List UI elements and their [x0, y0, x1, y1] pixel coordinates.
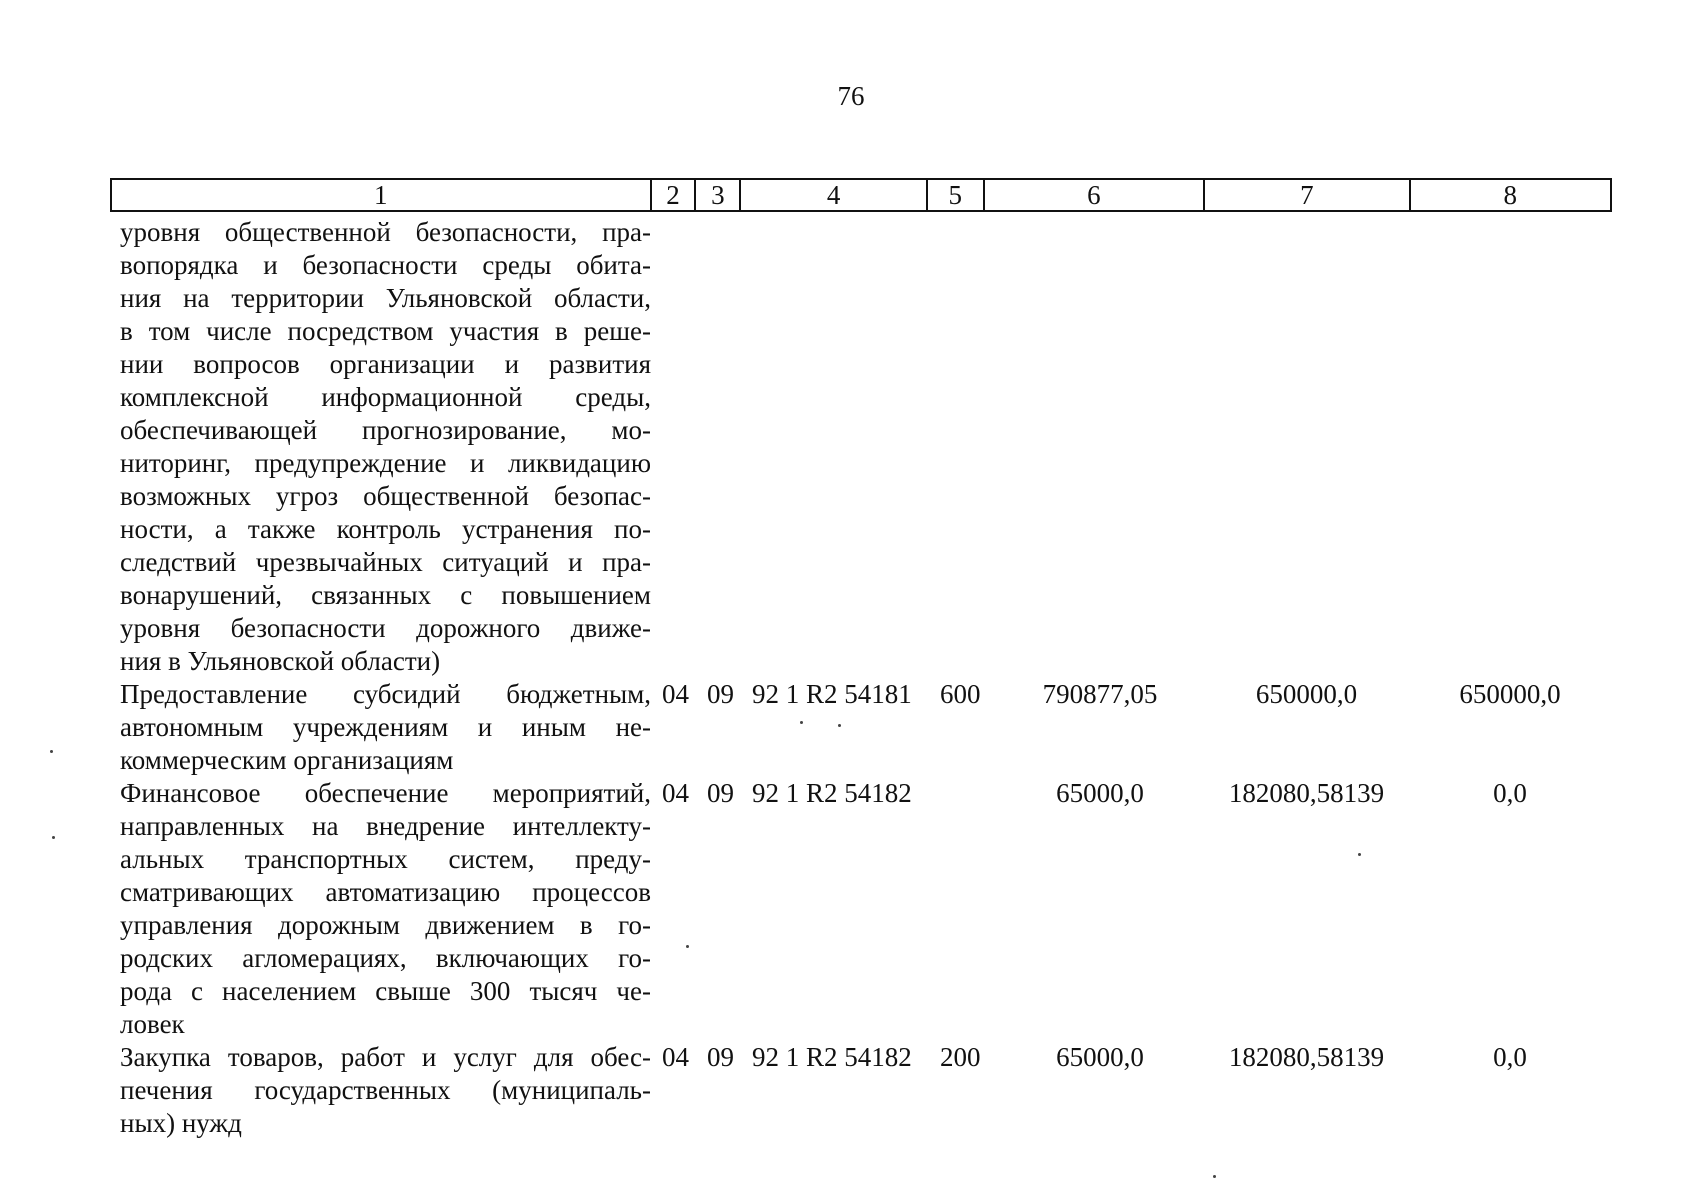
- description-line: направленных на внедрение интеллекту-: [120, 811, 651, 841]
- scan-speck: [686, 945, 689, 948]
- description-line: вонарушений, связанных с повышением: [120, 580, 651, 610]
- row-description: [120, 1041, 651, 1140]
- amount-col-8: 0,0: [1493, 1042, 1527, 1072]
- description-line: ния на территории Ульяновской области,: [120, 283, 651, 313]
- description-line: родских агломерациях, включающих го-: [120, 943, 651, 973]
- description-line: обеспечивающей прогнозирование, мо-: [120, 415, 651, 445]
- description-line: ния в Ульяновской области): [120, 646, 441, 676]
- section-code: 04: [662, 778, 689, 808]
- amount-col-7: 650000,0: [1255, 679, 1358, 709]
- header-col-1: 1: [112, 180, 652, 210]
- subsection-code: 09: [707, 1042, 734, 1072]
- description-line: уровня общественной безопасности, пра-: [120, 217, 651, 247]
- description-line: вопорядка и безопасности среды обита-: [120, 250, 651, 280]
- amount-col-6: 65000,0: [1056, 778, 1144, 808]
- description-line: возможных угроз общественной безопас-: [120, 481, 651, 511]
- scan-speck: [800, 721, 803, 724]
- description-line: рода с населением свыше 300 тысяч че-: [120, 976, 651, 1006]
- description-line: ловек: [120, 1009, 185, 1039]
- description-line: ности, а также контроль устранения по-: [120, 514, 651, 544]
- description-line: комплексной информационной среды,: [120, 382, 651, 412]
- section-code: 04: [662, 1042, 689, 1072]
- description-line: уровня безопасности дорожного движе-: [120, 613, 651, 643]
- section-code: 04: [662, 679, 689, 709]
- description-line: автономным учреждениям и иным не-: [120, 712, 651, 742]
- scan-speck: [838, 724, 841, 727]
- amount-col-6: 790877,05: [1042, 679, 1158, 709]
- header-col-5: 5: [928, 180, 985, 210]
- amount-col-7: 182080,58139: [1228, 778, 1385, 808]
- amount-col-8: 0,0: [1493, 778, 1527, 808]
- expense-type-code: 200: [940, 1042, 981, 1072]
- amount-col-6: 65000,0: [1056, 1042, 1144, 1072]
- scan-speck: [1213, 1175, 1216, 1178]
- amount-col-8: 650000,0: [1459, 679, 1561, 709]
- header-col-2: 2: [652, 180, 697, 210]
- description-line: Закупка товаров, работ и услуг для обес-: [120, 1042, 651, 1072]
- subsection-code: 09: [707, 778, 734, 808]
- row-description: [120, 216, 651, 678]
- description-line: в том числе посредством участия в реше-: [120, 316, 651, 346]
- header-col-3: 3: [696, 180, 741, 210]
- description-line: печения государственных (муниципаль-: [120, 1075, 651, 1105]
- subsection-code: 09: [707, 679, 734, 709]
- header-col-4: 4: [741, 180, 928, 210]
- row-description: [120, 777, 651, 1041]
- description-line: ниторинг, предупреждение и ликвидацию: [120, 448, 651, 478]
- table-header-row: [110, 178, 1612, 212]
- scan-speck: [50, 750, 53, 753]
- description-line: альных транспортных систем, преду-: [120, 844, 651, 874]
- description-line: нии вопросов организации и развития: [120, 349, 651, 379]
- description-line: коммерческим организациям: [120, 745, 454, 775]
- header-col-7: 7: [1205, 180, 1410, 210]
- page-number: 76: [837, 81, 865, 111]
- target-article-code: 92 1 R2 54182: [752, 778, 912, 808]
- expense-type-code: 600: [940, 679, 981, 709]
- description-line: Финансовое обеспечение мероприятий,: [120, 778, 651, 808]
- header-col-8: 8: [1503, 180, 1518, 210]
- row-description: [120, 678, 651, 777]
- target-article-code: 92 1 R2 54181: [752, 679, 912, 709]
- scan-speck: [1358, 853, 1361, 856]
- description-line: сматривающих автоматизацию процессов: [120, 877, 651, 907]
- description-line: следствий чрезвычайных ситуаций и пра-: [120, 547, 651, 577]
- target-article-code: 92 1 R2 54182: [752, 1042, 912, 1072]
- description-line: Предоставление субсидий бюджетным,: [120, 679, 651, 709]
- header-col-6: 6: [985, 180, 1205, 210]
- description-line: управления дорожным движением в го-: [120, 910, 651, 940]
- description-line: ных) нужд: [120, 1108, 242, 1138]
- scan-speck: [52, 836, 55, 839]
- amount-col-7: 182080,58139: [1228, 1042, 1385, 1072]
